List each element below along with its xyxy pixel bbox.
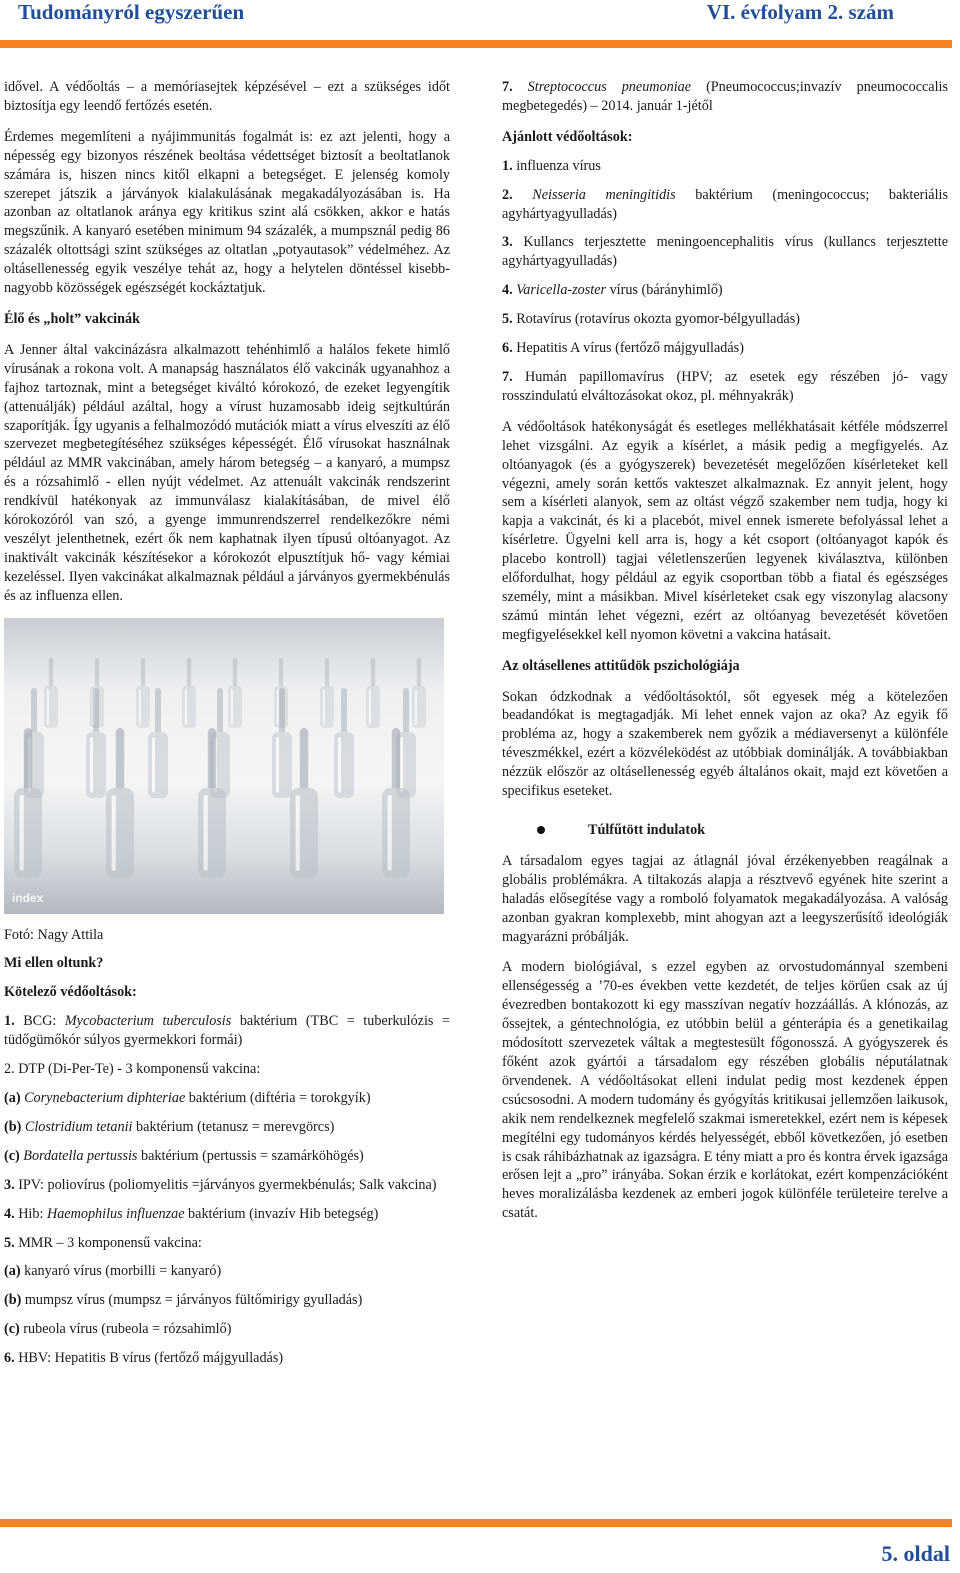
ampoule-shape	[148, 688, 168, 798]
ampoule-shape	[44, 658, 58, 728]
paragraph: A társadalom egyes tagjai az átlagnál jóval érzékenyebben reagálnak a globális problémákra. A tiltakozás alapja a résztvevő egyének hite szerint a haladás elősegítése vagy a romboló folyamatok megakadályozása. A valóság azonban gyakran komplexebb, mint ahogyan azt a leegyszerűsítő ideológiák magyarázni próbálják.	[502, 852, 948, 945]
list-item: 7. Humán papillomavírus (HPV; az esetek egy részében jó- vagy rosszindulatú elváltozásokat okoz, pl. méhnyakrák)	[502, 368, 948, 404]
photo-watermark: index	[12, 890, 44, 905]
section-heading: Az oltásellenes attitűdök pszichológiája	[502, 657, 740, 674]
list-item: (b) Clostridium tetanii baktérium (tetanusz = merevgörcs)	[4, 1118, 335, 1135]
list-item: (c) Bordatella pertussis baktérium (pertussis = szamárköhögés)	[4, 1147, 364, 1164]
right-column	[502, 78, 948, 1235]
ampoules-illustration	[4, 618, 444, 914]
header-rule	[0, 40, 952, 48]
section-heading: Kötelező védőoltások:	[4, 984, 137, 1001]
list-item: 6. Hepatitis A vírus (fertőző májgyulladás)	[502, 340, 744, 357]
ampoule-shape	[366, 658, 380, 728]
list-item: 4. Hib: Haemophilus influenzae baktérium (invazív Hib betegség)	[4, 1205, 379, 1222]
paragraph: A Jenner által vakcinázásra alkalmazott tehénhimlő a halálos fekete himlő vírusának a rokona volt. A manapság használatos élő vakcinák ugyanahhoz a fajhoz tartoznak, mint a betegséget kiváltó kórokozó, de ezeket legyengítik (attenuálják) például azáltal, hogy a vírust huzamosabb ideig sejtkultúrán szaporítják. Így ugyanis a felhalmozódó mutációk miatt a vírus elveszíti az élő szervezet megbetegítéséhez szükséges képességét. Élő vírusokat használnak például az MMR vakcinában, amely három betegség – a kanyaró, a mumpsz és a rózsahimlő - ellen nyújt védelmet. Az attenuált vakcinák rendszerint rendkívül hatékonyak az immunválasz kialakításában, de mivel élő kórokozóról van szó, a gyenge immunrendszerrel rendelkezőkre némi veszélyt jelenthetnek, ezért ők nem kaphatnak ilyen típusú oltóanyagot. Az inaktivált vakcinák készítésekor a kórokozót elpusztítjuk hő- vagy kémiai kezeléssel. Ilyen vakcinákat alkalmaznak például a járványos gyermekbénulás és az influenza ellen.	[4, 341, 450, 604]
ampoule-shape	[290, 728, 318, 878]
bullet-icon	[537, 826, 545, 834]
list-item: 2. Neisseria meningitidis baktérium (meningococcus; bakteriális agyhártyagyulladás)	[502, 186, 949, 222]
ampoule-shape	[320, 658, 334, 728]
bullet-heading	[502, 821, 948, 840]
footer-rule	[0, 1519, 952, 1527]
section-heading: Mi ellen oltunk?	[4, 955, 104, 972]
ampoule-shape	[412, 658, 426, 728]
ampoule-shape	[334, 688, 354, 798]
list-item: 5. Rotavírus (rotavírus okozta gyomor-bélgyulladás)	[502, 311, 800, 328]
ampoule-shape	[136, 658, 150, 728]
header-issue: VI. évfolyam 2. szám	[706, 0, 894, 24]
left-column	[4, 78, 450, 1378]
list-item: 6. HBV: Hepatitis B vírus (fertőző májgyulladás)	[4, 1350, 284, 1367]
section-heading: Túlfűtött indulatok	[588, 822, 706, 838]
paragraph: A védőoltások hatékonyságát és esetleges mellékhatásait kétféle módszerrel lehet vizsgálni. Az egyik a kísérlet, a másik pedig a megfigyelés. Az oltóanyagok (és a gyógyszerek) bevezetését megelőzően kísérleteket kell végezni, amely során kettős vakteszet alkalmaznak. Ez annyit jelent, hogy sem a kísérleti alanyok, sem az oltást végző szakember nem tudja, hogy ki kapja a vakcinát, és ki a placebót, mivel ennek ismerete befolyással lehet a kísérletre. Ügyelni kell arra is, hogy a két csoport (oltóanyagot kapók és placebo kontroll) tagjai véletlenszerűen legyenek kiválasztva, különben előfordulhat, hogy például az egyik csoportban több a fiatal és egészséges személy, mint a másikban. Mivel kísérleteket csak egy viszonylag alacsony számú mintán lehet végezni, ezért az oltóanyag bevezetését követően megfigyelésekkel kell nyomon követni a vakcina hatásait.	[502, 418, 948, 643]
list-item: (a) kanyaró vírus (morbilli = kanyaró)	[4, 1263, 222, 1280]
paragraph: idővel. A védőoltás – a memóriasejtek képzésével – ezt a szükséges időt biztosítja egy leendő fertőzés esetén.	[4, 79, 450, 114]
list-item: 1. BCG: Mycobacterium tuberculosis baktérium (TBC = tuberkulózis = tüdőgümőkór súlyos gyermekkori formái)	[4, 1013, 450, 1049]
list-item: 5. MMR – 3 komponensű vakcina:	[4, 1234, 202, 1251]
list-item: (b) mumpsz vírus (mumpsz = járványos fültőmirigy gyulladás)	[4, 1292, 363, 1309]
header-journal-title: Tudományról egyszerűen	[18, 0, 245, 24]
list-item: (a) Corynebacterium diphteriae baktérium (diftéria = torokgyík)	[4, 1090, 371, 1106]
ampoule-shape	[228, 658, 242, 728]
list-item: 3. IPV: poliovírus (poliomyelitis =járványos gyermekbénulás; Salk vakcina)	[4, 1176, 437, 1193]
ampoule-shape	[182, 658, 196, 728]
list-item: (c) rubeola vírus (rubeola = rózsahimlő)	[4, 1321, 232, 1338]
list-item: 4. Varicella-zoster vírus (bárányhimlő)	[502, 282, 723, 299]
list-item: 2. DTP (Di-Per-Te) - 3 komponensű vakcina:	[4, 1061, 261, 1078]
ampoule-shape	[106, 728, 134, 878]
section-heading: Élő és „holt” vakcinák	[4, 310, 140, 327]
list-item: 7. Streptococcus pneumoniae (Pneumococcus;invazív pneumococcalis megbetegedés) – 2014. január 1-jétől	[502, 79, 948, 114]
list-item: 1. influenza vírus	[502, 157, 601, 174]
page-number: 5. oldal	[881, 1541, 950, 1566]
vaccine-ampoules-photo	[4, 618, 444, 914]
photo-caption: Fotó: Nagy Attila	[4, 926, 104, 943]
paragraph: Sokan ódzkodnak a védőoltásoktól, sőt egyesek még a kötelezően beadandókat is megtagadják. Mi lehet ennek vajon az oka? Az egyik fő probléma az, hogy a szakemberek nem győzik a médiaversenyt a különféle téveszmékkel, ezért a közvéleködést az utóbbiak dominálják. A továbbiakban nézzük először az oltásellenesség egyéb általános okait, majd ezt követően a specifikus eseteket.	[502, 688, 948, 800]
list-item: 3. Kullancs terjesztette meningoencephalitis vírus (kullancs terjesztette agyhártyagyulladás)	[502, 234, 948, 270]
paragraph: A modern biológiával, s ezzel egyben az orvostudománnyal szembeni ellenségesség a ’70-es években vette kezdetét, de teljes körűen csak az új évezredben bontakozott ki egy masszívan negatív hozzáállás. A klónozás, az őssejtek, a géntechnológia, ez utóbbin belül a génterápia és a genetikailag módosított szervezetek váltak a megtestesült főgonosszá. A gyógyszerek és főként azok gyártói a társadalom egy részében globális néputálatnak örvendenek. A védőoltásokat elleni indulat pedig most kezdenek éppen csúcsosodni. A modern tudomány és gyógyítás kritikusai jellemzően laikusok, akik nem rendelkeznek megfelelő szakmai ismeretekkel, ezért nem is képesek megítélni egy tudományos kérdés helyességét, ebből következően, jó esetben is csak ráhibázhatnak az igazságra. E tény miatt a pro és kontra érvek igazsága erősen lejt a „pro” irányába. Sokan érzik e korlátokat, ezért kompenzációként heves moralizálásba kezdenek az emberi jogok különféle területeire terelve a csatát.	[502, 959, 948, 1222]
section-heading: Ajánlott védőoltások:	[502, 128, 633, 145]
paragraph: Érdemes megemlíteni a nyájimmunitás fogalmát is: ez azt jelenti, hogy a népesség egy bizonyos részének beoltása védettséget biztosít a beoltatlanok számára is, hiszen nincs kitől elkapni a betegséget. E jelenség komoly szerepet játszik a járványok kialakulásának megakadályozásában is. Ha azonban az oltatlanok aránya egy kritikus szint alá csökken, akkor e hatás megszűnik. A kanyaró esetében minimum 94 százalék, a mumpsznál pedig 86 százalék oltottsági szint szükséges az oltatlan „potyautasok” védelméhez. Az oltásellenesség egyik veszélye tehát az, hogy a helytelen döntéssel kisebb-nagyobb közösségek egészségét kockáztatjuk.	[4, 128, 450, 297]
